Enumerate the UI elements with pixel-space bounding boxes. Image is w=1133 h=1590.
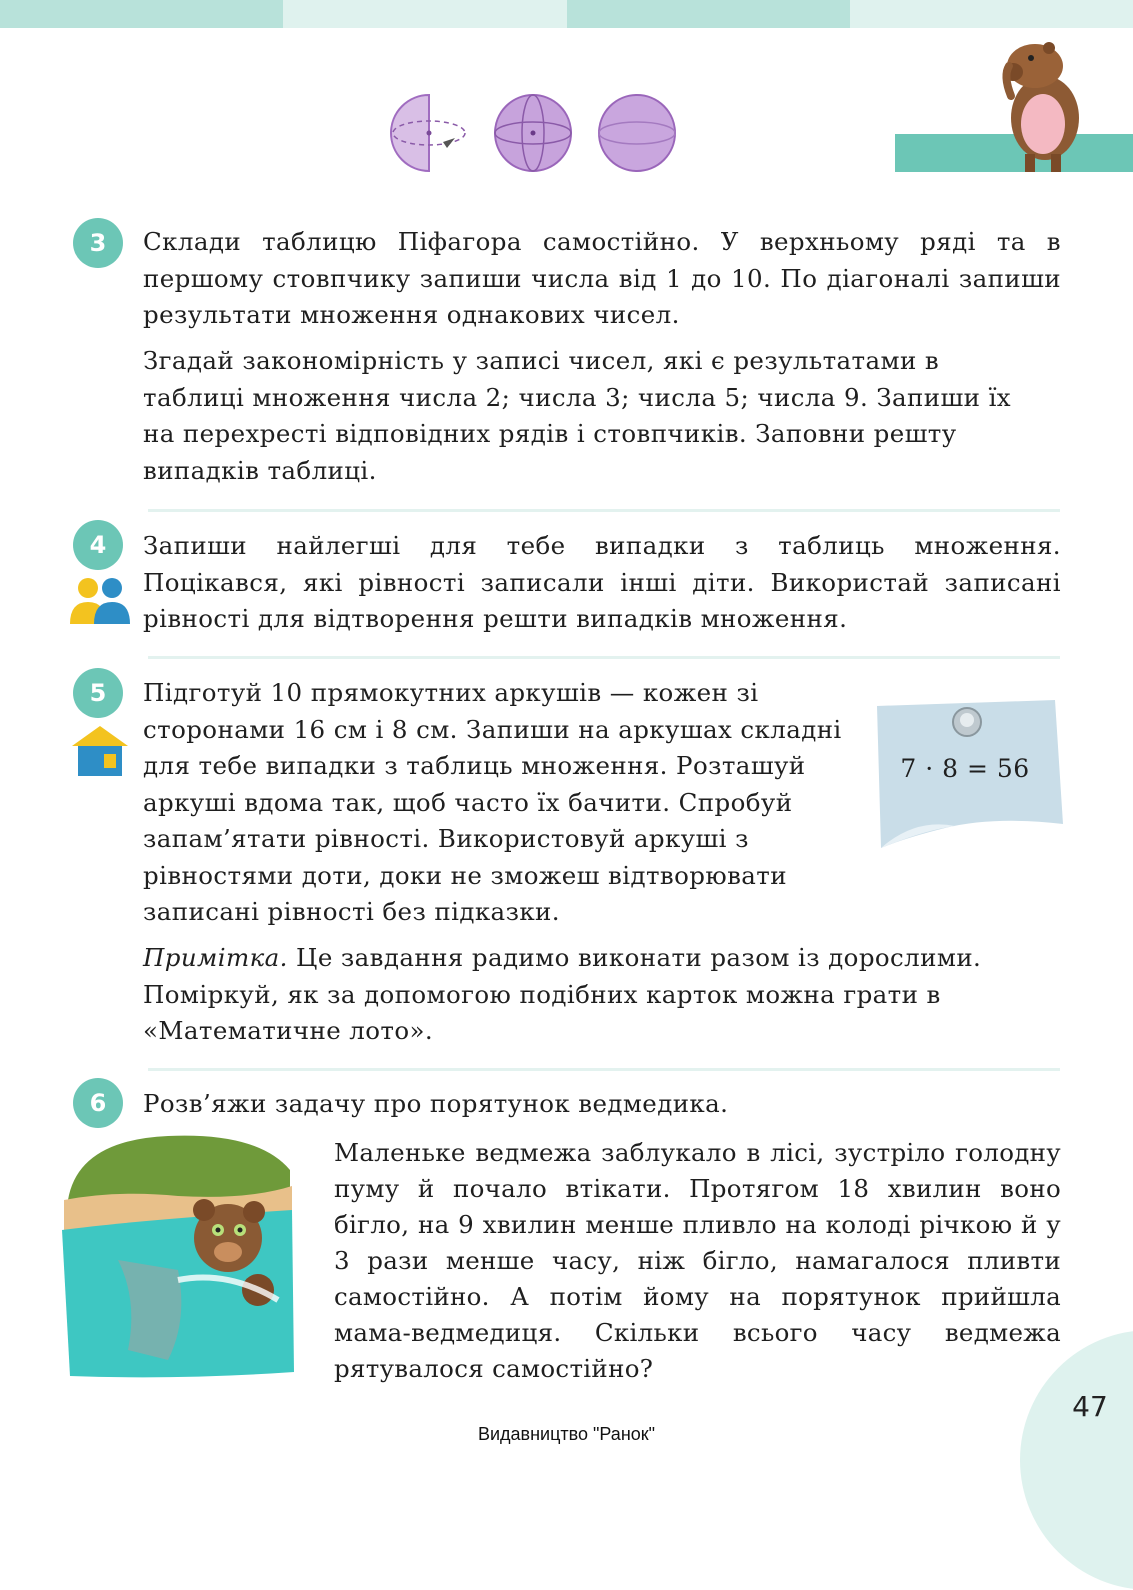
task5-note (143, 940, 1043, 1050)
note-text: Це завдання радимо виконати разом із дорослими. Поміркуй, як за допомогою подібних карток можна грати в «Математичне лото». (143, 943, 982, 1045)
task-number-5: 5 (73, 668, 123, 718)
divider (148, 509, 1060, 512)
two-children-icon (68, 576, 132, 626)
task3-paragraph-2: Згадай закономірність у записі чисел, які є результатами в таблиці множення числа 2; числа 3; числа 5; числа 9. Запиши їх на перехресті відповідних рядів і стовпчиків. Заповни решту випадків таблиці. (143, 346, 1012, 485)
capybara-mascot-icon (995, 36, 1090, 176)
task6-intro: Розв’яжи задачу про порятунок ведмедика. (143, 1089, 729, 1118)
header-strip-4 (850, 0, 1133, 28)
divider (148, 656, 1060, 659)
header-strip-3 (567, 0, 850, 28)
divider (148, 1068, 1060, 1071)
bear-in-river-illustration (58, 1130, 298, 1380)
house-icon (70, 724, 130, 778)
task5-text: Підготуй 10 прямокутних аркушів — кожен зі сторонами 16 см і 8 см. Запиши на аркушах складні для тебе випадки з таблиць множення. Розташуй аркуші вдома так, щоб часто їх бачити. Спробуй запам’ятати рівності. Використовуй аркуші з рівностями доти, доки не зможеш відтворювати записані рівності без підказки. (143, 678, 842, 926)
publisher: Видавництво "Ранок" (477, 1424, 656, 1444)
task-number-3: 3 (73, 218, 123, 268)
sphere-icon (599, 95, 675, 171)
sphere-with-axes-icon (495, 95, 571, 171)
task5-paragraph (143, 675, 863, 931)
task6-problem: Маленьке ведмежа заблукало в лісі, зустріло голодну пуму й почало втікати. Протягом 18 хвилин воно бігло, на 9 хвилин менше пливло на колоді річкою й у 3 рази менше часу, ніж бігло, намагалося пливти самостійно. А потім йому на порятунок прийшла мама-ведмедиця. Скільки всього часу ведмежа рятувалося самостійно? (334, 1138, 1061, 1383)
card-equation: 7 · 8 = 56 (900, 754, 1030, 783)
page-number: 47 (1072, 1390, 1108, 1423)
task-number-4: 4 (73, 520, 123, 570)
note-label: Примітка. (143, 943, 288, 972)
header-strip-1 (0, 0, 283, 28)
task-number-6: 6 (73, 1078, 123, 1128)
task4-paragraph: Запиши найлегші для тебе випадки з таблиць множення. Поцікався, які рівності записали інші діти. Використай записані рівності для відтворення решти випадків множення. (143, 531, 1061, 633)
note-card (875, 698, 1065, 848)
spheres-illustration (385, 90, 685, 180)
header-strip-2 (283, 0, 567, 28)
task3-paragraph-1: Склади таблицю Піфагора самостійно. У верхньому ряді та в першому стовпчику запиши числа від 1 до 10. По діагоналі запиши результати множення однакових чисел. (143, 227, 1061, 329)
half-sphere-rotation-icon (391, 95, 465, 171)
